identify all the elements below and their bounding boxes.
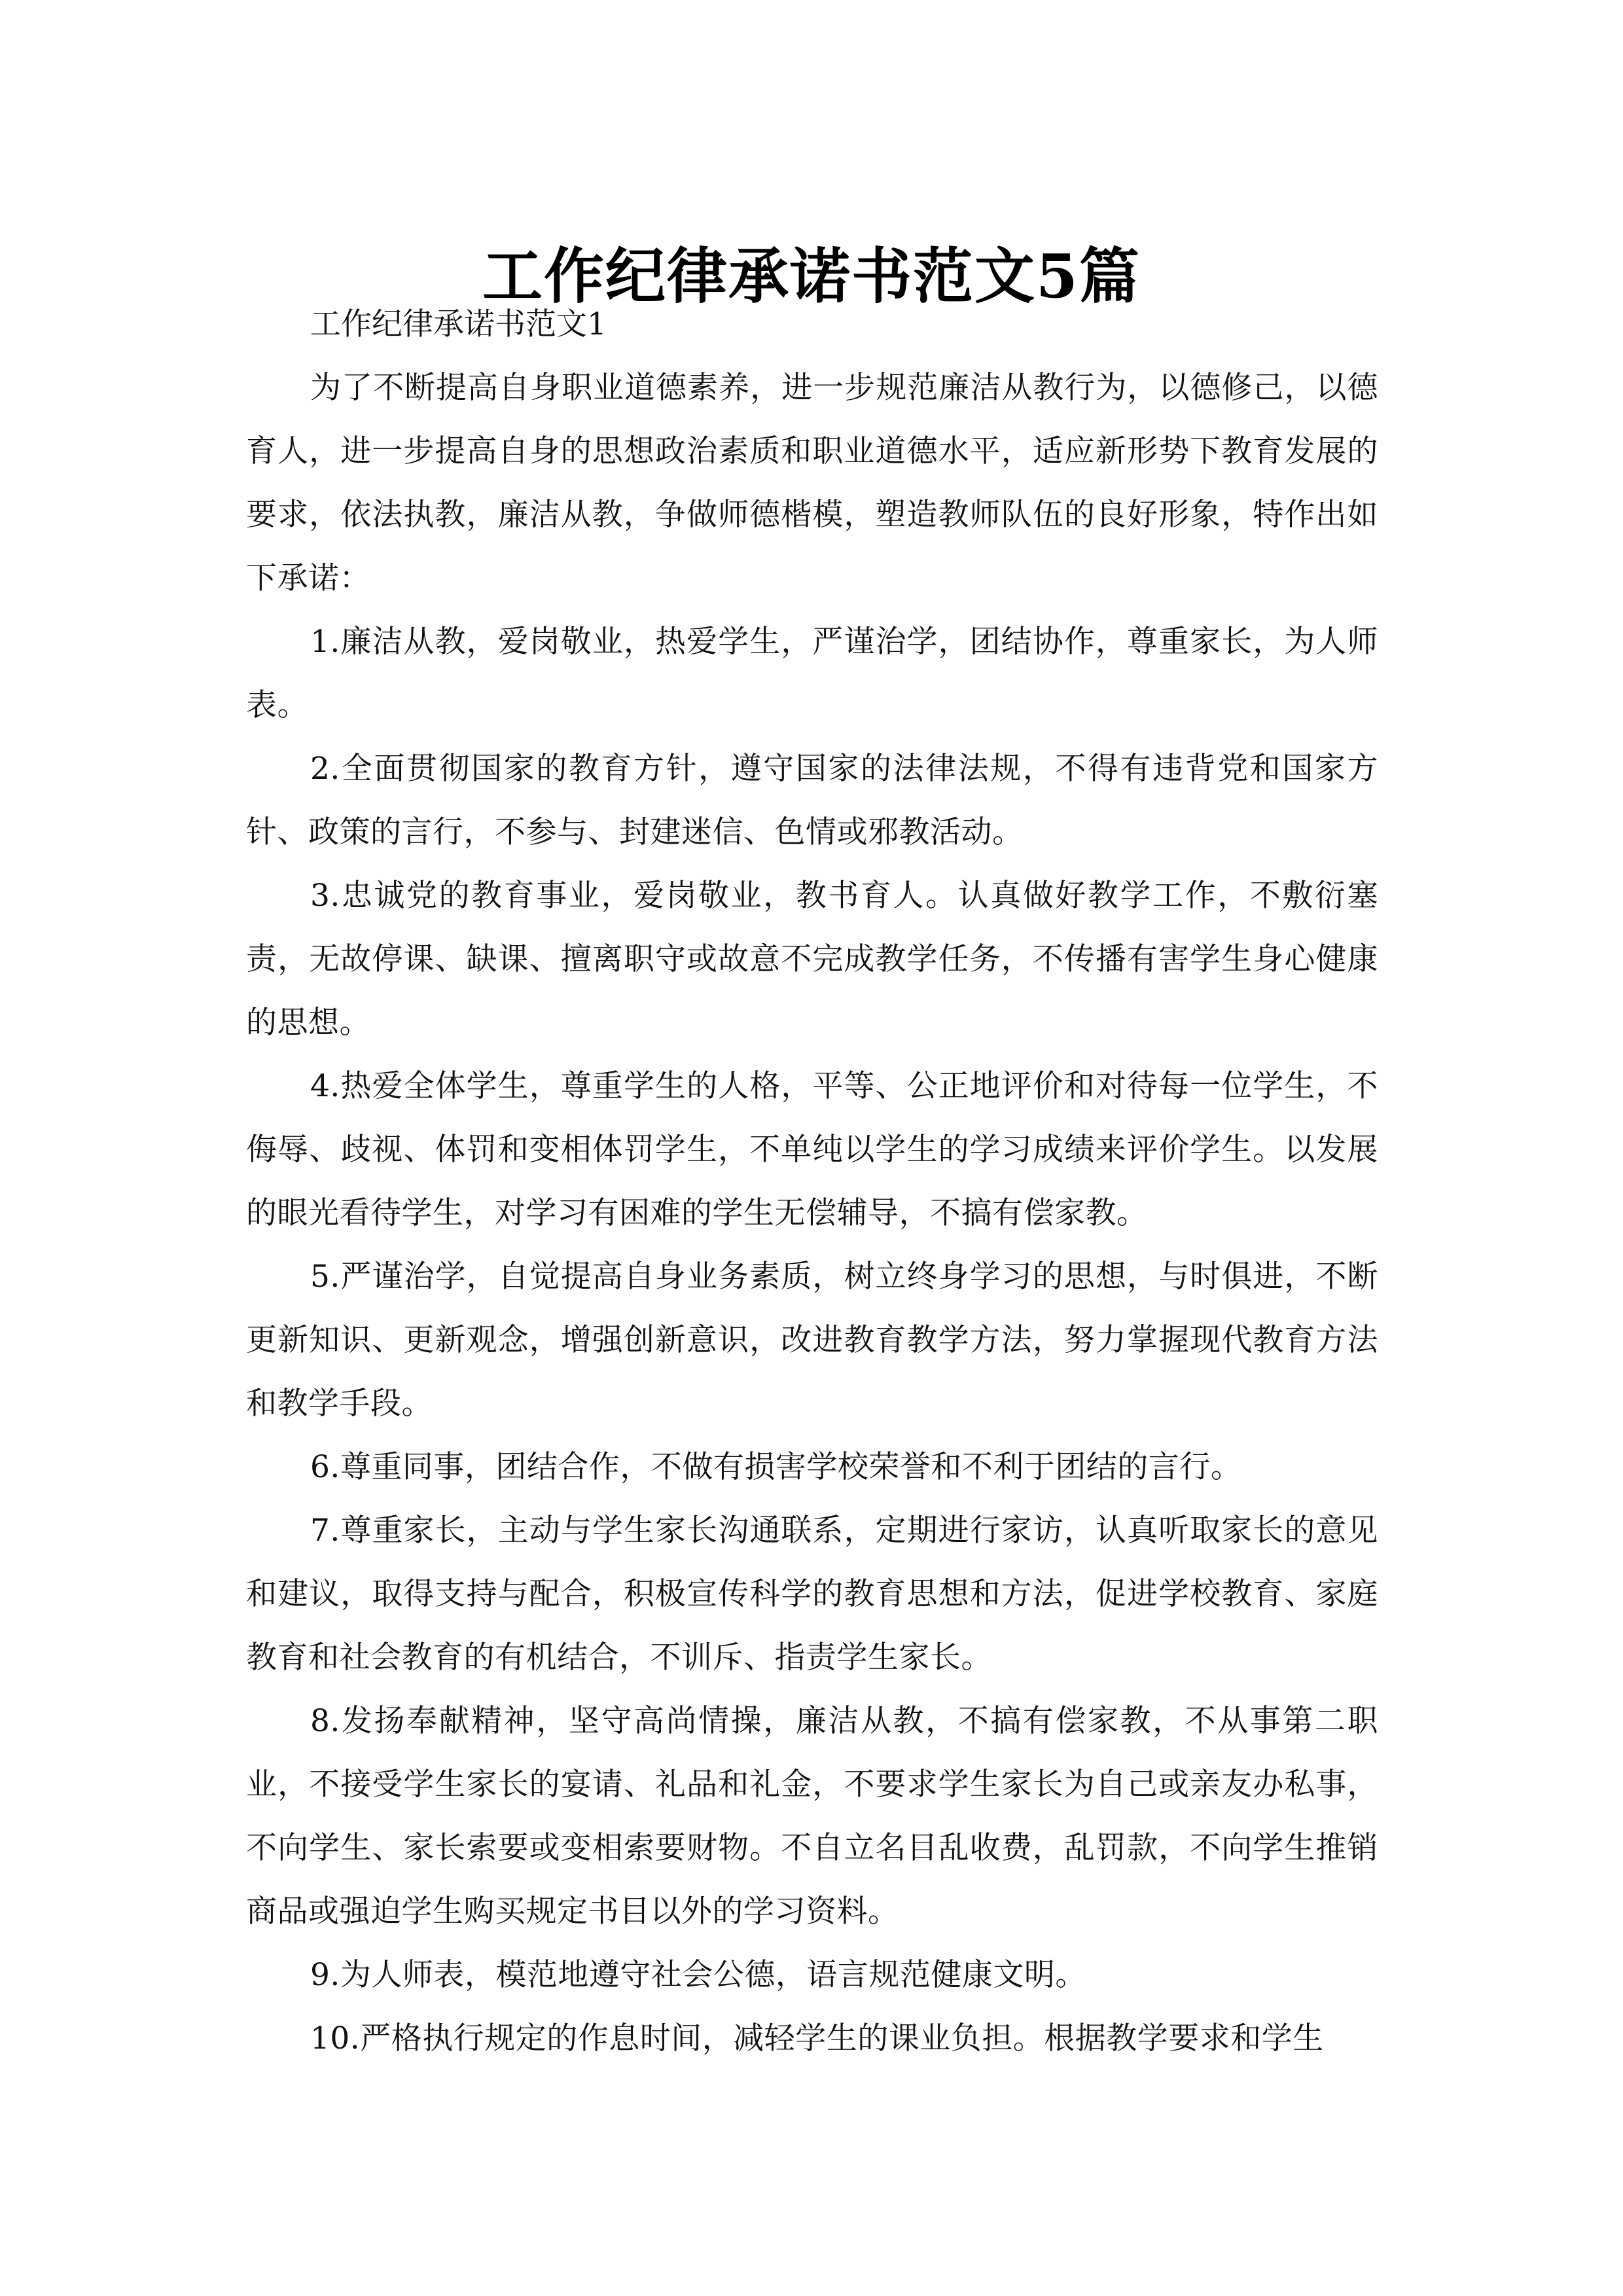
commitment-item-7: 7.尊重家长，主动与学生家长沟通联系，定期进行家访，认真听取家长的意见和建议，取得支持与配合，积极宣传科学的教育思想和方法，促进学校教育、家庭教育和社会教育的有机结合，不训斥、指责学生家长。 (246, 1513, 1378, 1676)
commitment-item-2: 2.全面贯彻国家的教育方针，遵守国家的法律法规，不得有违背党和国家方针、政策的言行，不参与、封建迷信、色情或邪教活动。 (246, 751, 1378, 850)
document-title: 工作纪律承诺书范文5篇 (482, 240, 1141, 312)
commitment-item-4: 4.热爱全体学生，尊重学生的人格，平等、公正地评价和对待每一位学生，不侮辱、歧视、体罚和变相体罚学生，不单纯以学生的学习成绩来评价学生。以发展的眼光看待学生，对学习有困难的学生无偿辅导，不搞有偿家教。 (246, 1068, 1378, 1231)
commitment-item-3: 3.忠诚党的教育事业，爱岗敬业，教书育人。认真做好教学工作，不敷衍塞责，无故停课、缺课、擅离职守或故意不完成教学任务，不传播有害学生身心健康的思想。 (246, 878, 1378, 1041)
commitment-item-5: 5.严谨治学，自觉提高自身业务素质，树立终身学习的思想，与时俱进，不断更新知识、更新观念，增强创新意识，改进教育教学方法，努力掌握现代教育方法和教学手段。 (246, 1259, 1378, 1422)
section-heading: 工作纪律承诺书范文1 (310, 306, 607, 342)
commitment-item-9: 9.为人师表，模范地遵守社会公德，语言规范健康文明。 (310, 1957, 1086, 1993)
commitment-item-6: 6.尊重同事，团结合作，不做有损害学校荣誉和不利于团结的言行。 (310, 1449, 1242, 1485)
commitment-item-8: 8.发扬奉献精神，坚守高尚情操，廉洁从教，不搞有偿家教，不从事第二职业，不接受学生家长的宴请、礼品和礼金，不要求学生家长为自己或亲友办私事，不向学生、家长索要或变相索要财物。不自立名目乱收费，乱罚款，不向学生推销商品或强迫学生购买规定书目以外的学习资料。 (246, 1703, 1378, 1929)
commitment-item-10: 10.严格执行规定的作息时间，减轻学生的课业负担。根据教学要求和学生 (310, 2020, 1324, 2056)
document-body (246, 293, 1378, 2070)
commitment-item-1: 1.廉洁从教，爱岗敬业，热爱学生，严谨治学，团结协作，尊重家长，为人师表。 (246, 624, 1378, 723)
intro-paragraph: 为了不断提高自身职业道德素养，进一步规范廉洁从教行为，以德修己，以德育人，进一步提高自身的思想政治素质和职业道德水平，适应新形势下教育发展的要求，依法执教，廉洁从教，争做师德楷模，塑造教师队伍的良好形象，特作出如下承诺： (246, 370, 1378, 596)
